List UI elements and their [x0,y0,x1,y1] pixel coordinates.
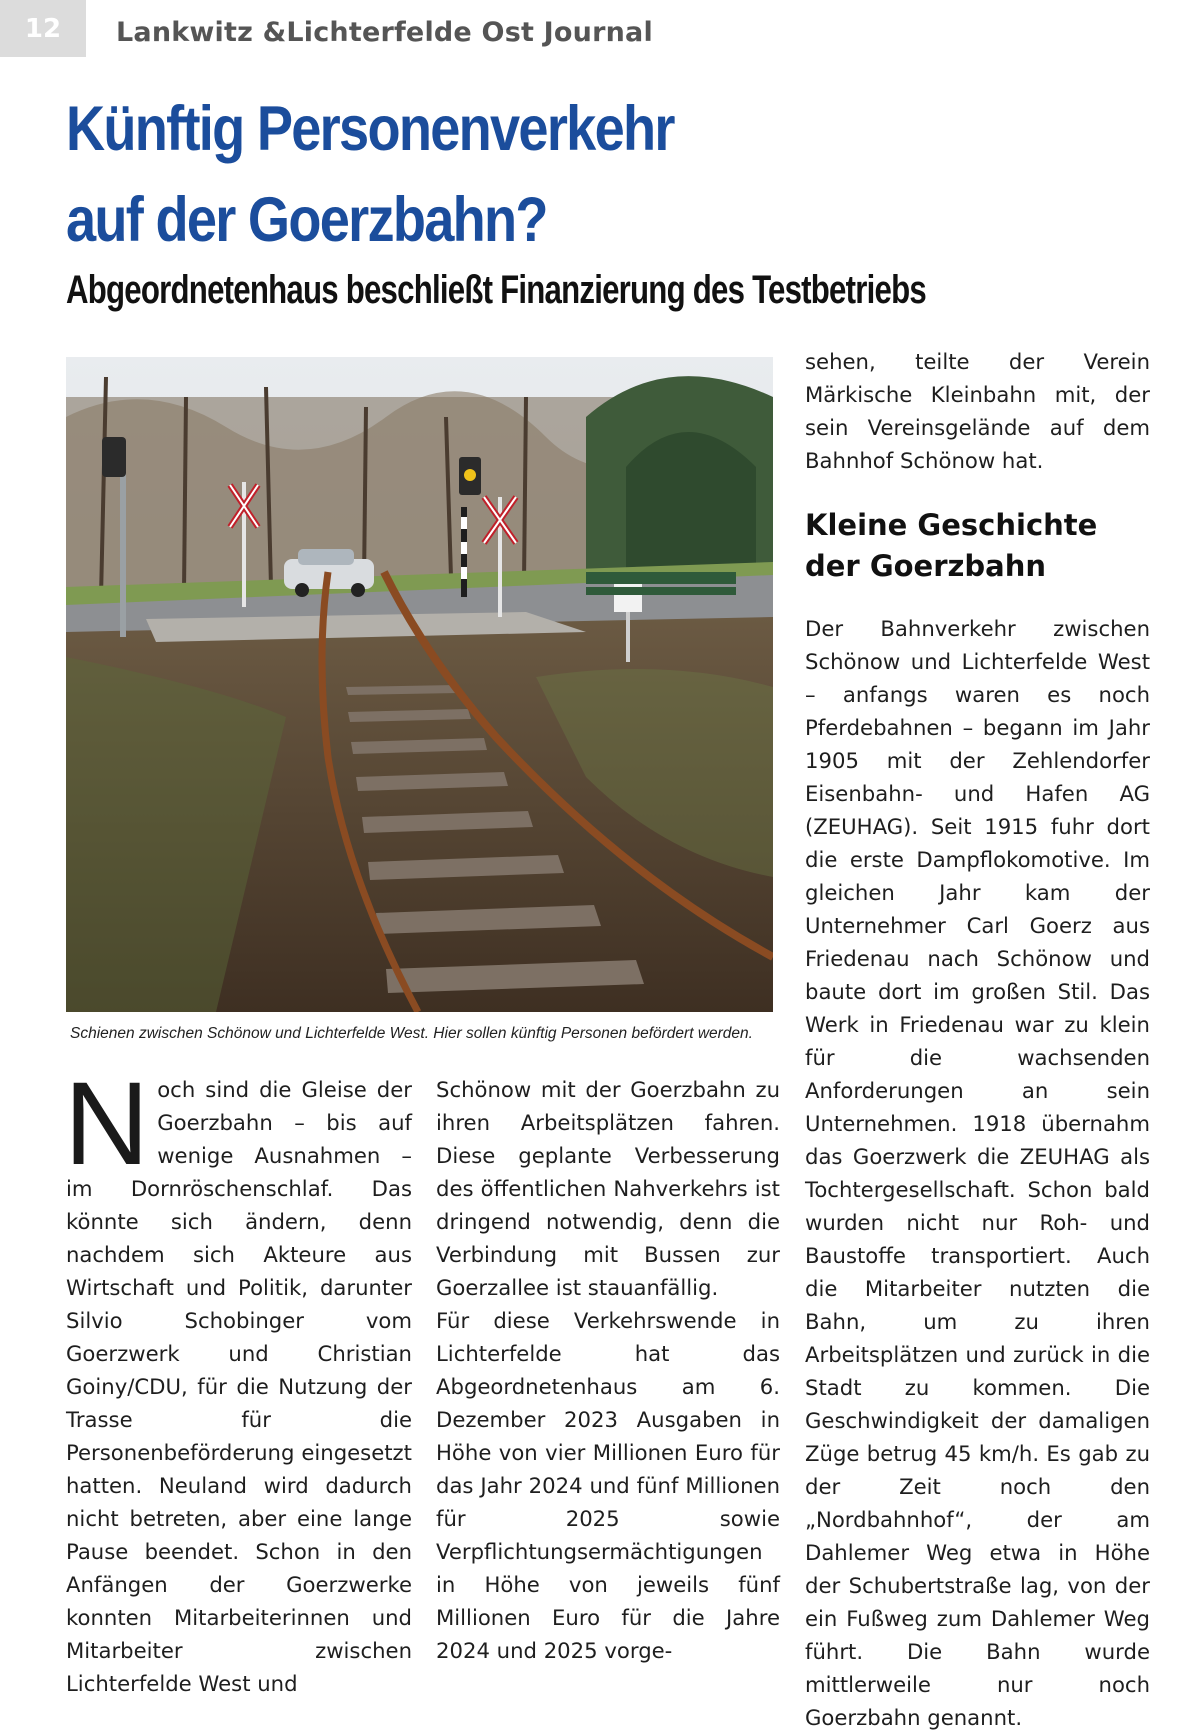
body-paragraph [64,1058,412,1700]
body-paragraph: Der Bahnverkehr zwischen Schönow und Lichterfelde West – anfangs waren es noch Pferdebahnen – begann im Jahr 1905 mit der Zehlendorfer Eisenbahn- und Hafen AG (ZEUHAG). Seit 1915 fuhr dort die erste Dampflokomotive. Im gleichen Jahr kam der Unternehmer Carl Goerz aus Friedenau nach Schönow und baute dort im großen Stil. Das Werk in Friedenau war zu klein für die wachsenden Anforderungen an sein Unternehmen. 1918 übernahm das Goerzwerk die ZEUHAG als Tochtergesellschaft. Schon bald wurden nicht nur Roh- und Baustoffe transportiert. Auch die Mitarbeiter nutzten die Bahn, um zu ihren Arbeitsplätzen und zurück in die Stadt zu kommen. Die Geschwindigkeit der damaligen Züge betrug 45 km/h. Es gab zu der Zeit noch den „Nordbahnhof“, der am Dahlemer Weg etwa in Höhe der Schubertstraße lag, von der ein Fußweg zum Dahlemer Weg führt. Die Bahn wurde mittlerweile nur noch Goerzbahn genannt. [805,616,1150,1730]
article-column-3-top: sehen, teilte der Verein Märkische Kleinbahn mit, der sein Vereinsgelände auf dem Bahnhof Schönow hat. [805,349,1150,473]
section-heading: Kleine Geschichte der Goerzbahn [805,508,1098,583]
page-number: 12 [0,0,86,57]
photo-caption: Schienen zwischen Schönow und Lichterfelde West. Hier sollen künftig Personen befördert werden. [70,1025,753,1042]
body-paragraph: Für diese Verkehrswende in Lichterfelde hat das Abgeordnetenhaus am 6. Dezember 2023 Ausgaben in Höhe von vier Millionen Euro für das Jahr 2024 und fünf Millionen für 2025 sowie Verpflichtungsermächtigungen in Höhe von jeweils fünf Millionen Euro für die Jahre 2024 und 2025 vorge- [436,1308,780,1663]
dropcap-letter: N [64,1058,150,1190]
article-headline [66,84,995,266]
article-column-2 [436,1073,780,1667]
headline-line-1: Künftig Personenverkehr [66,94,674,164]
article-photo [66,357,773,1012]
railway-crossing-photo [66,357,773,1012]
article-subheadline: Abgeordnetenhaus beschließt Finanzierung des Testbetriebs [66,268,926,312]
headline-line-2: auf der Goerzbahn? [66,185,547,255]
body-paragraph: Schönow mit der Goerzbahn zu ihren Arbeitsplätzen fahren. Diese geplante Verbesserung des öffentlichen Nahverkehrs ist dringend notwendig, denn die Verbindung mit Bussen zur Goerzallee ist stauanfällig. [436,1077,780,1300]
journal-title: Lankwitz &Lichterfelde Ost Journal [116,17,653,48]
column-1-text: och sind die Gleise der Goerzbahn – bis auf wenige Ausnahmen – im Dornröschenschlaf. Das könnte sich ändern, denn nachdem sich Akteure aus Wirtschaft und Politik, darunter Silvio Schobinger vom Goerzwerk und Christian Goiny/CDU, für die Nutzung der Trasse für die Personenbeförderung eingesetzt hatten. Neuland wird dadurch nicht betreten, aber eine lange Pause beendet. Schon in den Anfängen der Goerzwerke konnten Mitarbeiterinnen und Mitarbeiter zwischen Lichterfelde West und [66,1077,412,1696]
article-column-3-history [805,612,1150,1734]
article-column-1 [64,1058,412,1700]
